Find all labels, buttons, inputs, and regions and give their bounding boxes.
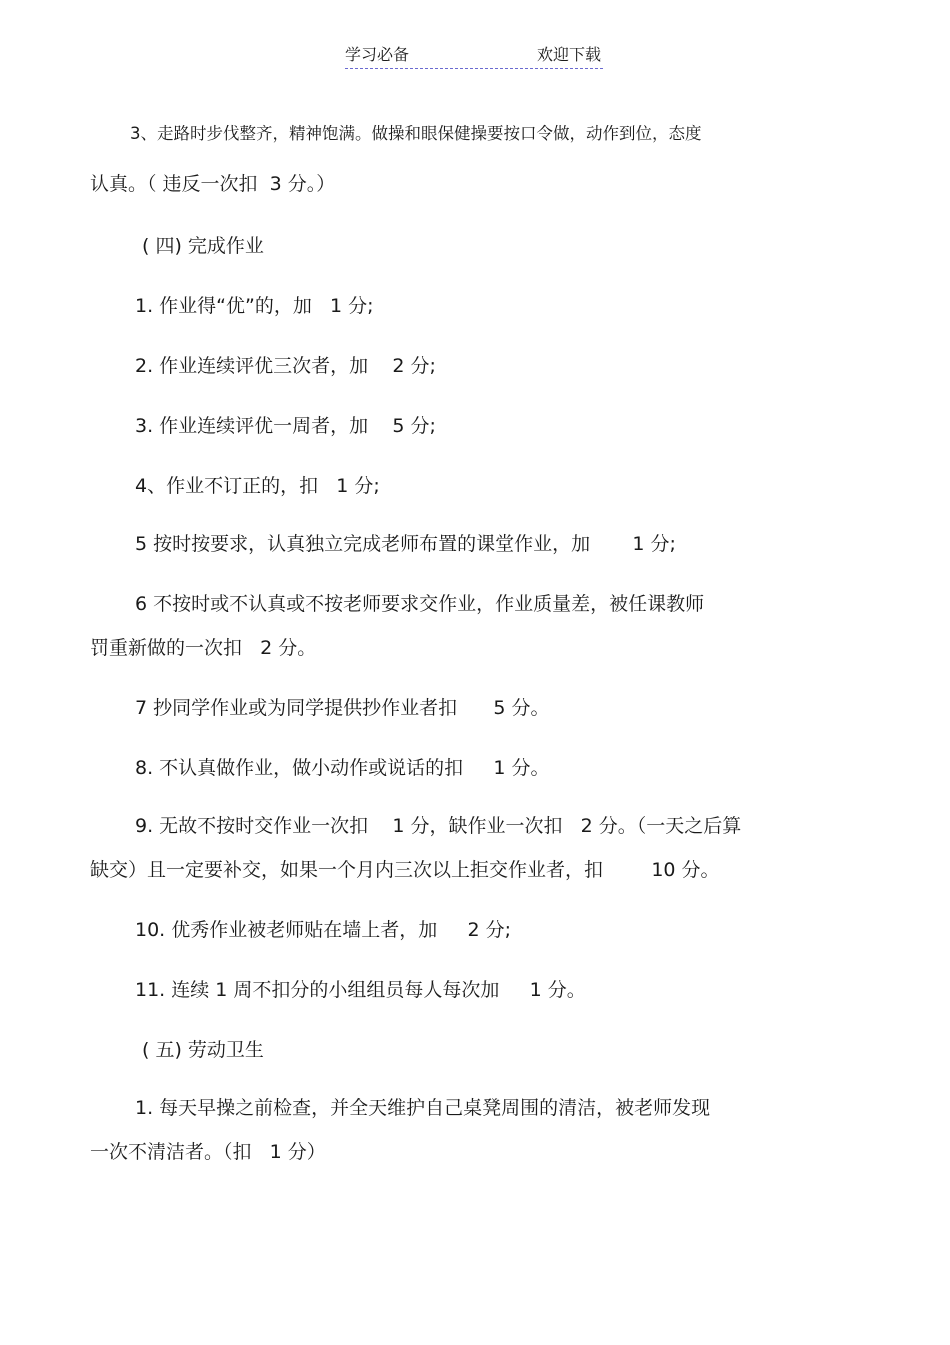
rule-line-walking-cont: 认真。（ 违反一次扣 3 分。）	[90, 173, 336, 195]
rule-line: 4、作业不订正的，扣 1 分;	[135, 475, 380, 497]
rule-line: 8. 不认真做作业，做小动作或说话的扣 1 分。	[135, 757, 550, 779]
rule-line: 3. 作业连续评优一周者，加 5 分;	[135, 415, 436, 437]
rule-line: 10. 优秀作业被老师贴在墙上者，加 2 分;	[135, 919, 511, 941]
header-left-text: 学习必备	[345, 45, 410, 64]
rule-line-cont: 罚重新做的一次扣 2 分。	[90, 637, 317, 659]
rule-line: 1. 作业得“优”的，加 1 分;	[135, 295, 374, 317]
rule-line-cont: 缺交）且一定要补交，如果一个月内三次以上拒交作业者，扣 10 分。	[90, 859, 720, 881]
section-heading-labor: ( 五) 劳动卫生	[142, 1039, 264, 1061]
rule-line: 11. 连续 1 周不扣分的小组组员每人每次加 1 分。	[135, 979, 586, 1001]
rule-line: 5 按时按要求，认真独立完成老师布置的课堂作业，加 1 分;	[135, 533, 676, 555]
rule-line-cont: 一次不清洁者。（扣 1 分）	[90, 1141, 326, 1163]
rule-line: 9. 无故不按时交作业一次扣 1 分，缺作业一次扣 2 分。（一天之后算	[135, 815, 742, 837]
rule-line: 2. 作业连续评优三次者，加 2 分;	[135, 355, 436, 377]
rule-line: 7 抄同学作业或为同学提供抄作业者扣 5 分。	[135, 697, 550, 719]
rule-line: 1. 每天早操之前检查，并全天维护自己桌凳周围的清洁，被老师发现	[135, 1097, 711, 1119]
section-heading-homework: ( 四) 完成作业	[142, 235, 264, 257]
rule-line-walking: 3、走路时步伐整齐，精神饱满。做操和眼保健操要按口令做，动作到位，态度	[130, 124, 702, 143]
header-right-text: 欢迎下载	[536, 45, 601, 64]
page-header	[345, 42, 603, 69]
rule-line: 6 不按时或不认真或不按老师要求交作业，作业质量差，被任课教师	[135, 593, 705, 615]
